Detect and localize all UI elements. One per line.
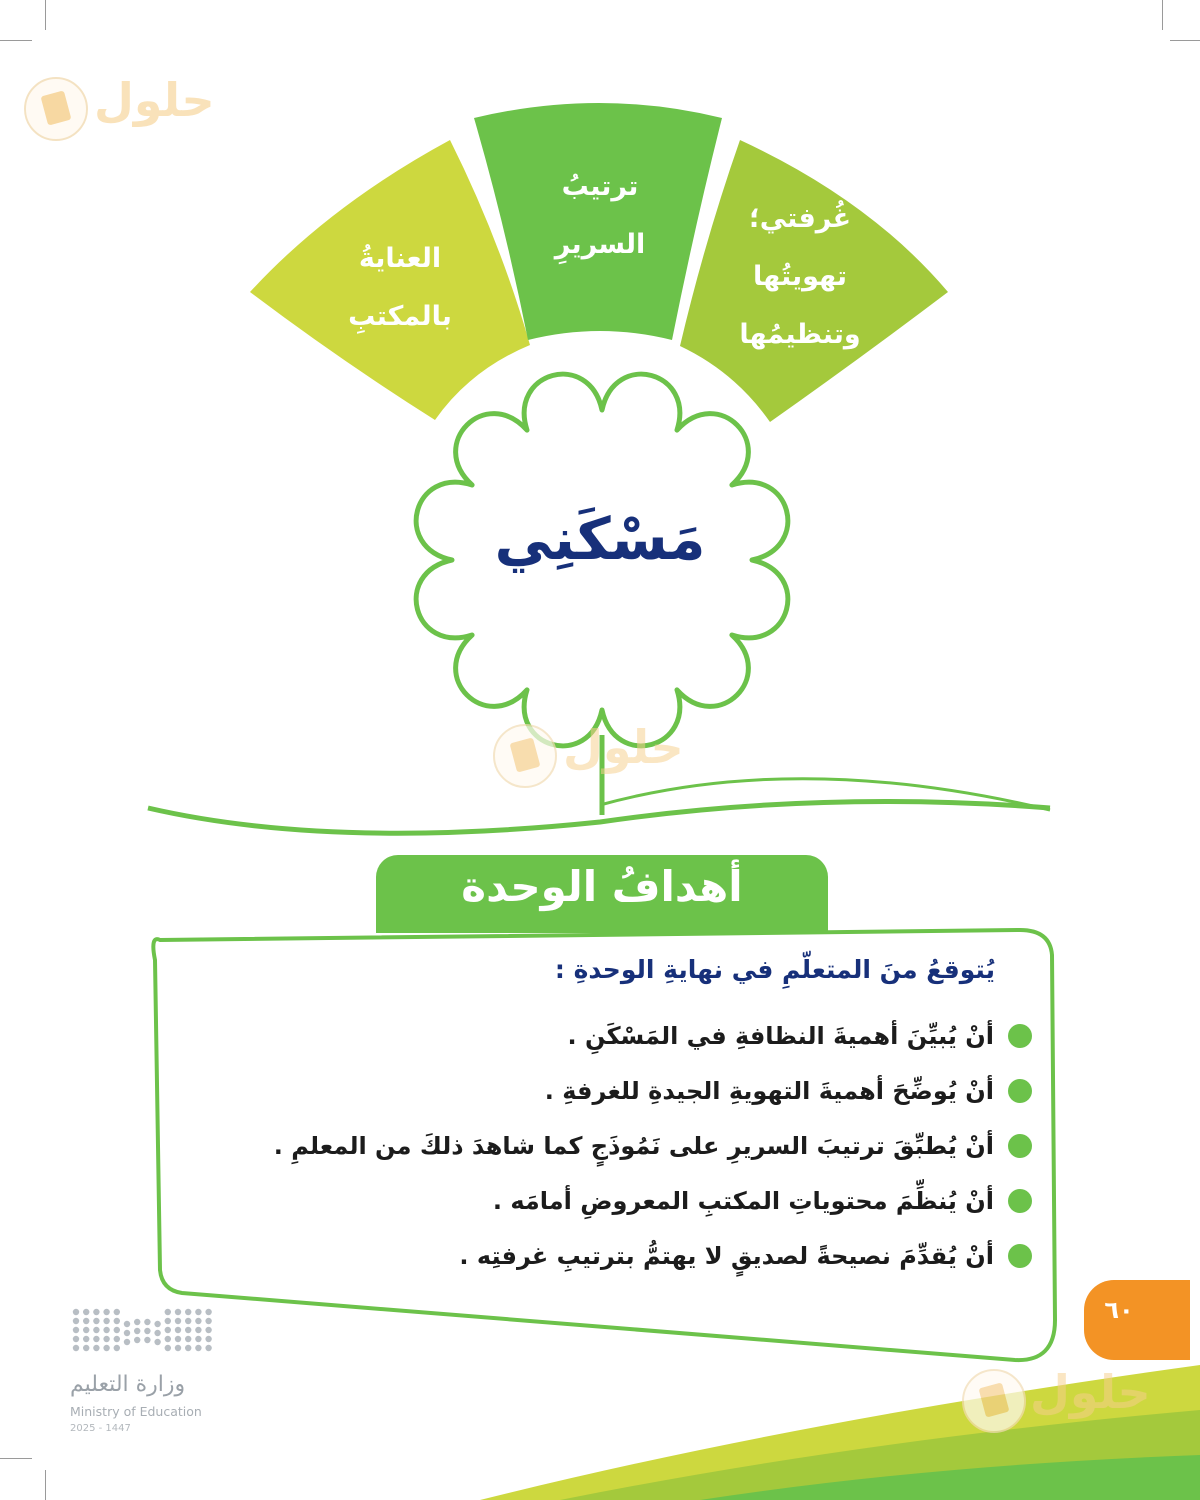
sector-label-room: [715, 190, 885, 364]
watermark-text: حلول: [563, 720, 684, 774]
logo-dot: [144, 1319, 150, 1325]
watermark-text: حلول: [1030, 1365, 1151, 1419]
bullet-dot-icon: [1008, 1024, 1032, 1048]
objective-item: [493, 1181, 1032, 1221]
logo-dot: [73, 1309, 79, 1315]
logo-dot: [114, 1309, 120, 1315]
objective-text: أنْ يُقدِّمَ نصيحةً لصديقٍ لا يهتمُّ بترتيبِ غرفتِه .: [459, 1242, 994, 1270]
objective-text: أنْ يُطبِّقَ ترتيبَ السريرِ على نَمُوذَجٍ كما شاهدَ ذلكَ من المعلمِ .: [273, 1132, 994, 1160]
sector-line: غُرفتي؛: [748, 203, 852, 234]
logo-dot: [103, 1336, 109, 1342]
logo-dot: [185, 1309, 191, 1315]
logo-dot: [175, 1336, 181, 1342]
logo-dot: [83, 1345, 89, 1351]
sector-line: وتنظيمُها: [739, 319, 861, 350]
logo-dot: [134, 1337, 140, 1343]
logo-dot: [114, 1327, 120, 1333]
objective-item: [568, 1016, 1032, 1056]
logo-dot: [185, 1336, 191, 1342]
bullet-dot-icon: [1008, 1134, 1032, 1158]
logo-dot: [93, 1318, 99, 1324]
logo-dot: [175, 1309, 181, 1315]
sector-line: ترتيبُ: [561, 171, 639, 202]
watermark: [24, 75, 234, 145]
ground-line: [148, 802, 1050, 834]
sector-label-desk: [320, 230, 480, 346]
ministry-name-en: Ministry of Education: [70, 1404, 202, 1419]
logo-dot: [114, 1318, 120, 1324]
logo-dot: [205, 1345, 211, 1351]
logo-dot: [185, 1345, 191, 1351]
logo-dot: [73, 1318, 79, 1324]
logo-dot: [83, 1318, 89, 1324]
watermark-text: حلول: [94, 73, 215, 127]
logo-dot: [83, 1336, 89, 1342]
sector-label-bed: [520, 158, 680, 274]
logo-dot: [205, 1327, 211, 1333]
logo-dot: [205, 1336, 211, 1342]
watermark: [493, 720, 703, 790]
logo-dot: [165, 1318, 171, 1324]
watermark: [962, 1365, 1162, 1435]
logo-dot: [93, 1309, 99, 1315]
logo-dot: [185, 1327, 191, 1333]
logo-dot: [134, 1328, 140, 1334]
logo-dot: [195, 1327, 201, 1333]
logo-dot: [165, 1327, 171, 1333]
logo-dot: [195, 1309, 201, 1315]
logo-dot: [103, 1327, 109, 1333]
objectives-intro: يُتوقعُ منَ المتعلّمِ في نهايةِ الوحدةِ :: [554, 955, 995, 984]
logo-dot: [205, 1318, 211, 1324]
logo-dot: [103, 1318, 109, 1324]
book-badge-icon: [962, 1369, 1026, 1433]
logo-dot: [175, 1318, 181, 1324]
objective-text: أنْ يُوضِّحَ أهميةَ التهويةِ الجيدةِ للغرفةِ .: [544, 1077, 994, 1105]
logo-dot: [93, 1327, 99, 1333]
ministry-year: 2025 - 1447: [70, 1423, 131, 1434]
book-badge-icon: [24, 77, 88, 141]
logo-dot: [165, 1345, 171, 1351]
logo-dot: [195, 1318, 201, 1324]
sector-line: العنايةُ: [358, 243, 442, 274]
logo-dot: [165, 1309, 171, 1315]
logo-dot: [73, 1345, 79, 1351]
logo-dot: [93, 1345, 99, 1351]
page-number: ٦٠: [1104, 1296, 1134, 1324]
unit-title: مَسْكَنِي: [494, 505, 706, 573]
bullet-dot-icon: [1008, 1079, 1032, 1103]
logo-dot: [205, 1309, 211, 1315]
logo-dot: [83, 1327, 89, 1333]
logo-dot: [154, 1339, 160, 1345]
logo-dot: [73, 1336, 79, 1342]
objective-item: [274, 1126, 1032, 1166]
logo-dot: [93, 1336, 99, 1342]
logo-dot: [154, 1321, 160, 1327]
objectives-heading: أهدافُ الوحدة: [461, 862, 743, 911]
logo-dot: [195, 1336, 201, 1342]
logo-dot: [195, 1345, 201, 1351]
book-badge-icon: [493, 724, 557, 788]
logo-dot: [83, 1309, 89, 1315]
logo-dot: [114, 1336, 120, 1342]
sector-line: بالمكتبِ: [348, 301, 452, 332]
sector-line: تهويتُها: [752, 261, 847, 292]
objective-text: أنْ يُنظِّمَ محتوياتِ المكتبِ المعروضِ أمامَه .: [492, 1187, 994, 1215]
logo-dot: [185, 1318, 191, 1324]
ministry-logo-icon: [73, 1309, 212, 1351]
objective-text: أنْ يُبيِّنَ أهميةَ النظافةِ في المَسْكَنِ .: [567, 1022, 994, 1050]
logo-dot: [73, 1327, 79, 1333]
ministry-name-ar: وزارة التعليم: [70, 1372, 186, 1397]
bullet-dot-icon: [1008, 1189, 1032, 1213]
sector-line: السريرِ: [554, 229, 646, 260]
bullet-dot-icon: [1008, 1244, 1032, 1268]
logo-dot: [165, 1336, 171, 1342]
logo-dot: [124, 1339, 130, 1345]
objective-item: [459, 1236, 1032, 1276]
logo-dot: [124, 1321, 130, 1327]
logo-dot: [154, 1330, 160, 1336]
logo-dot: [134, 1319, 140, 1325]
logo-dot: [175, 1327, 181, 1333]
logo-dot: [144, 1328, 150, 1334]
logo-dot: [114, 1345, 120, 1351]
logo-dot: [124, 1330, 130, 1336]
logo-dot: [144, 1337, 150, 1343]
logo-dot: [175, 1345, 181, 1351]
logo-dot: [103, 1345, 109, 1351]
objective-item: [545, 1071, 1032, 1111]
logo-dot: [103, 1309, 109, 1315]
